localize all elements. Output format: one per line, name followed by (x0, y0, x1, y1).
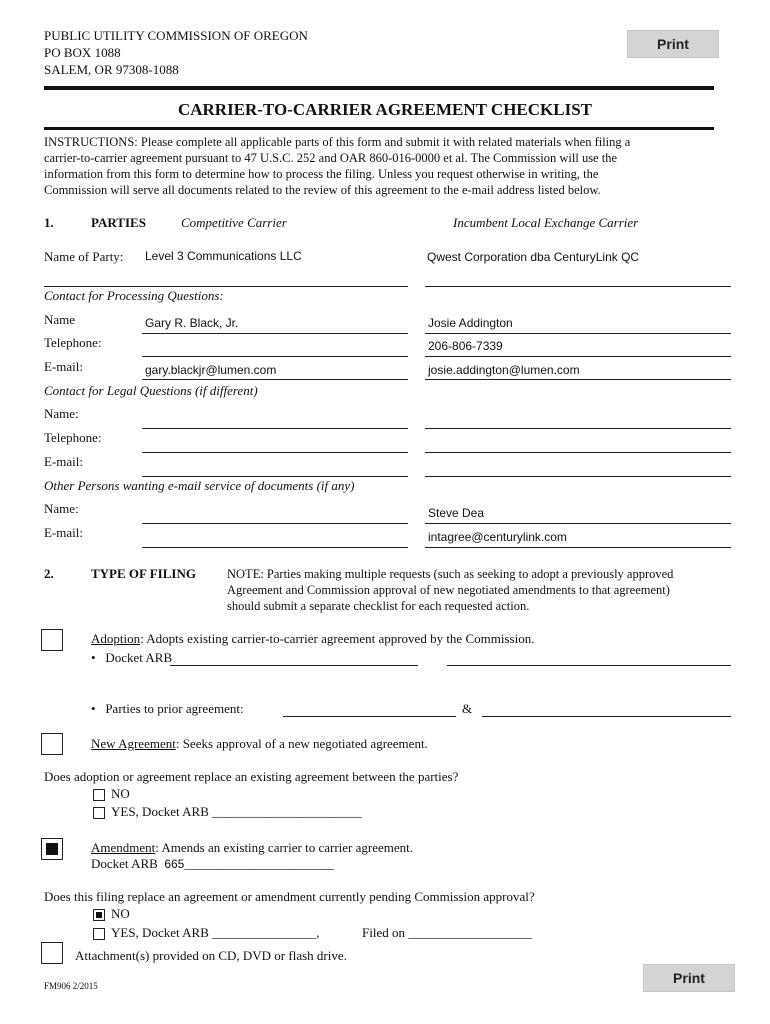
incumbent-party-name-field[interactable]: Qwest Corporation dba CenturyLink QC (427, 250, 640, 264)
legal-telephone-label: Telephone: (44, 430, 102, 445)
filed-on-label: Filed on ___________________ (362, 925, 532, 940)
docket-arb-bullet-label: Docket ARB (105, 650, 173, 665)
prior-parties-label: Parties to prior agreement: (105, 701, 244, 716)
competitive-contact-email-field[interactable]: gary.blackjr@lumen.com (145, 363, 277, 377)
prior-parties-bullet: • Parties to prior agreement: (91, 701, 244, 716)
amendment-docket-row (91, 856, 334, 872)
incumbent-other-email-field[interactable]: intagree@centurylink.com (428, 530, 567, 544)
competitive-carrier-heading: Competitive Carrier (181, 215, 287, 230)
competitive-party-name-field[interactable]: Level 3 Communications LLC (145, 249, 302, 263)
ampersand: & (462, 701, 473, 716)
new-agreement-checkbox[interactable] (41, 733, 63, 755)
amendment-docket-label: Docket ARB (91, 856, 158, 871)
top-rule (44, 86, 714, 90)
incumbent-legal-name-line[interactable] (425, 428, 731, 429)
replace-question: Does adoption or agreement replace an existing agreement between the parties? (44, 769, 459, 784)
pending-yes-label: YES, Docket ARB ________________, (111, 925, 320, 940)
amendment-docket-blank: _______________________ (184, 856, 334, 871)
incumbent-contact-email-line (425, 379, 731, 380)
adoption-checkbox[interactable] (41, 629, 63, 651)
instructions-line-4: Commission will serve all documents related to the review of this agreement to the e-mail address listed below. (44, 183, 601, 197)
pending-no-label: NO (111, 906, 130, 921)
print-button-top[interactable]: Print (627, 30, 719, 58)
docket-arb-bullet: • Docket ARB (91, 650, 173, 665)
amendment-checkbox[interactable] (41, 838, 63, 860)
filing-note-line-2: Agreement and Commission approval of new negotiated amendments to that agreement) (227, 583, 670, 597)
name-of-party-label: Name of Party: (44, 249, 124, 264)
legal-email-label: E-mail: (44, 454, 83, 469)
filing-note-line-1: NOTE: Parties making multiple requests (such as seeking to adopt a previously approved (227, 567, 674, 581)
attachment-checkbox[interactable] (41, 942, 63, 964)
competitive-legal-telephone-line[interactable] (142, 452, 408, 453)
amendment-label: Amendment (91, 840, 156, 855)
competitive-party-name-line (44, 286, 408, 287)
other-email-label: E-mail: (44, 525, 83, 540)
adoption-docket-line[interactable] (170, 665, 418, 666)
incumbent-contact-telephone-line (425, 356, 731, 357)
incumbent-other-name-field[interactable]: Steve Dea (428, 506, 485, 520)
legal-name-label: Name: (44, 406, 79, 421)
incumbent-carrier-heading: Incumbent Local Exchange Carrier (453, 215, 639, 230)
type-of-filing-heading: TYPE OF FILING (91, 566, 196, 581)
section-1-number: 1. (44, 215, 54, 230)
incumbent-other-email-line (425, 547, 731, 548)
adoption-option (91, 631, 534, 647)
pending-question: Does this filing replace an agreement or amendment currently pending Commission approval? (44, 889, 535, 904)
incumbent-other-name-line (425, 523, 731, 524)
replace-no-label: NO (111, 786, 130, 801)
city-state-zip: SALEM, OR 97308-1088 (44, 62, 179, 77)
other-name-label: Name: (44, 501, 79, 516)
replace-no-checkbox[interactable] (93, 789, 105, 801)
print-button-bottom[interactable]: Print (643, 964, 735, 992)
instructions-line-2: carrier-to-carrier agreement pursuant to 47 U.S.C. 252 and OAR 860-016-0000 et al. The Commission will use the (44, 151, 617, 165)
competitive-contact-telephone-line (142, 356, 408, 357)
prior-party-1-line[interactable] (283, 716, 456, 717)
incumbent-legal-telephone-line[interactable] (425, 452, 731, 453)
adoption-label: Adoption (91, 631, 141, 646)
adoption-description: : Adopts existing carrier-to-carrier agreement approved by the Commission. (140, 631, 535, 646)
incumbent-contact-email-field[interactable]: josie.addington@lumen.com (428, 363, 580, 377)
po-box: PO BOX 1088 (44, 45, 121, 60)
amendment-check-mark (46, 843, 58, 855)
amendment-option (91, 840, 413, 856)
form-id: FM906 2/2015 (44, 981, 98, 991)
incumbent-contact-name-field[interactable]: Josie Addington (428, 316, 513, 330)
processing-contact-heading: Contact for Processing Questions: (44, 288, 224, 303)
prior-party-2-line[interactable] (482, 716, 731, 717)
processing-telephone-label: Telephone: (44, 335, 102, 350)
commission-name: PUBLIC UTILITY COMMISSION OF OREGON (44, 28, 308, 43)
processing-name-label: Name (44, 312, 76, 327)
pending-no-check-mark (96, 912, 102, 918)
processing-email-label: E-mail: (44, 359, 83, 374)
competitive-legal-email-line[interactable] (142, 476, 408, 477)
parties-heading: PARTIES (91, 215, 146, 230)
instructions-line-3: information from this form to determine how to process the filing. Unless you request otherwise in writing, the (44, 167, 599, 181)
competitive-other-email-line[interactable] (142, 547, 408, 548)
amendment-docket-field[interactable]: 665 (164, 857, 185, 871)
new-agreement-description: : Seeks approval of a new negotiated agreement. (175, 736, 428, 751)
pending-yes-checkbox[interactable] (93, 928, 105, 940)
new-agreement-option (91, 736, 428, 752)
pending-no-checkbox[interactable] (93, 909, 105, 921)
page-title: CARRIER-TO-CARRIER AGREEMENT CHECKLIST (177, 100, 593, 119)
incumbent-party-name-line (425, 286, 731, 287)
replace-yes-label: YES, Docket ARB _______________________ (111, 804, 362, 819)
competitive-other-name-line[interactable] (142, 523, 408, 524)
competitive-contact-name-line (142, 333, 408, 334)
incumbent-legal-email-line[interactable] (425, 476, 731, 477)
filing-note-line-3: should submit a separate checklist for each requested action. (227, 599, 530, 613)
other-persons-heading: Other Persons wanting e-mail service of documents (if any) (44, 478, 355, 493)
adoption-docket-line-2[interactable] (447, 665, 731, 666)
competitive-contact-name-field[interactable]: Gary R. Black, Jr. (145, 316, 239, 330)
section-2-number: 2. (44, 566, 54, 581)
title-rule (44, 127, 714, 130)
new-agreement-label: New Agreement (91, 736, 176, 751)
replace-yes-checkbox[interactable] (93, 807, 105, 819)
incumbent-contact-telephone-field[interactable]: 206-806-7339 (428, 339, 503, 353)
incumbent-contact-name-line (425, 333, 731, 334)
competitive-legal-name-line[interactable] (142, 428, 408, 429)
attachment-label: Attachment(s) provided on CD, DVD or flash drive. (75, 948, 347, 963)
instructions-line-1: INSTRUCTIONS: Please complete all applicable parts of this form and submit it with related materials when filing a (44, 135, 631, 149)
legal-contact-heading: Contact for Legal Questions (if different) (44, 383, 258, 398)
amendment-description: : Amends an existing carrier to carrier agreement. (155, 840, 413, 855)
competitive-contact-email-line (142, 379, 408, 380)
